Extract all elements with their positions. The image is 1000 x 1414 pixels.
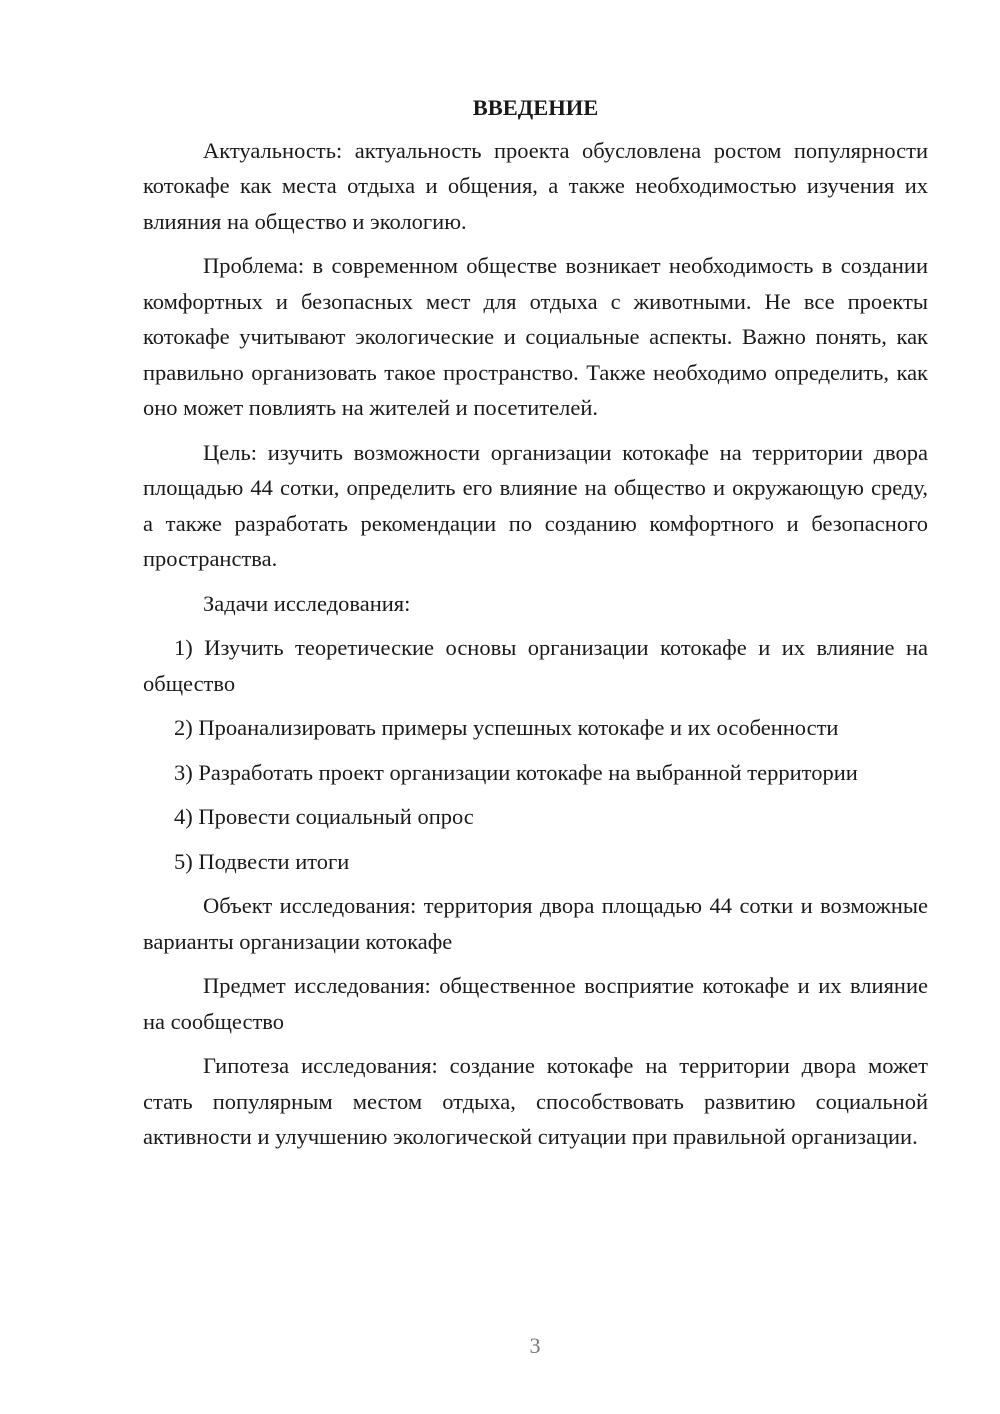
paragraph-problem: Проблема: в современном обществе возникает необходимость в создании комфортных и безопасных мест для отдыха с животными. Не все проекты котокафе учитывают экологические и социальные аспекты. Важно понять, как правильно организовать такое пространство. Также необходимо определить, как оно может повлиять на жителей и посетителей. [143,253,928,420]
task-item-3: 3) Разработать проект организации котокафе на выбранной территории [174,759,858,785]
tasks-heading: Задачи исследования: [203,590,411,616]
document-page [143,90,928,1164]
paragraph-hypothesis: Гипотеза исследования: создание котокафе на территории двора может стать популярным местом отдыха, способствовать развитию социальной активности и улучшению экологической ситуации при правильной организации. [143,1053,928,1149]
task-item-1: 1) Изучить теоретические основы организации котокафе и их влияние на общество [143,635,928,696]
task-item-5: 5) Подвести итоги [174,848,350,874]
paragraph-subject: Предмет исследования: общественное восприятие котокафе и их влияние на сообщество [143,973,928,1034]
paragraph-relevance: Актуальность: актуальность проекта обусловлена ростом популярности котокафе как места отдыха и общения, а также необходимостью изучения их влияния на общество и экологию. [143,137,928,234]
section-title: ВВЕДЕНИЕ [472,95,599,120]
task-item-4: 4) Провести социальный опрос [174,804,474,829]
paragraph-object: Объект исследования: территория двора площадью 44 сотки и возможные варианты организации котокафе [143,893,928,954]
task-item-2: 2) Проанализировать примеры успешных котокафе и их особенности [174,715,839,740]
paragraph-goal: Цель: изучить возможности организации котокафе на территории двора площадью 44 сотки, определить его влияние на общество и окружающую среду, а также разработать рекомендации по созданию комфортного и безопасного пространства. [143,439,928,571]
page-number: 3 [529,1333,541,1358]
